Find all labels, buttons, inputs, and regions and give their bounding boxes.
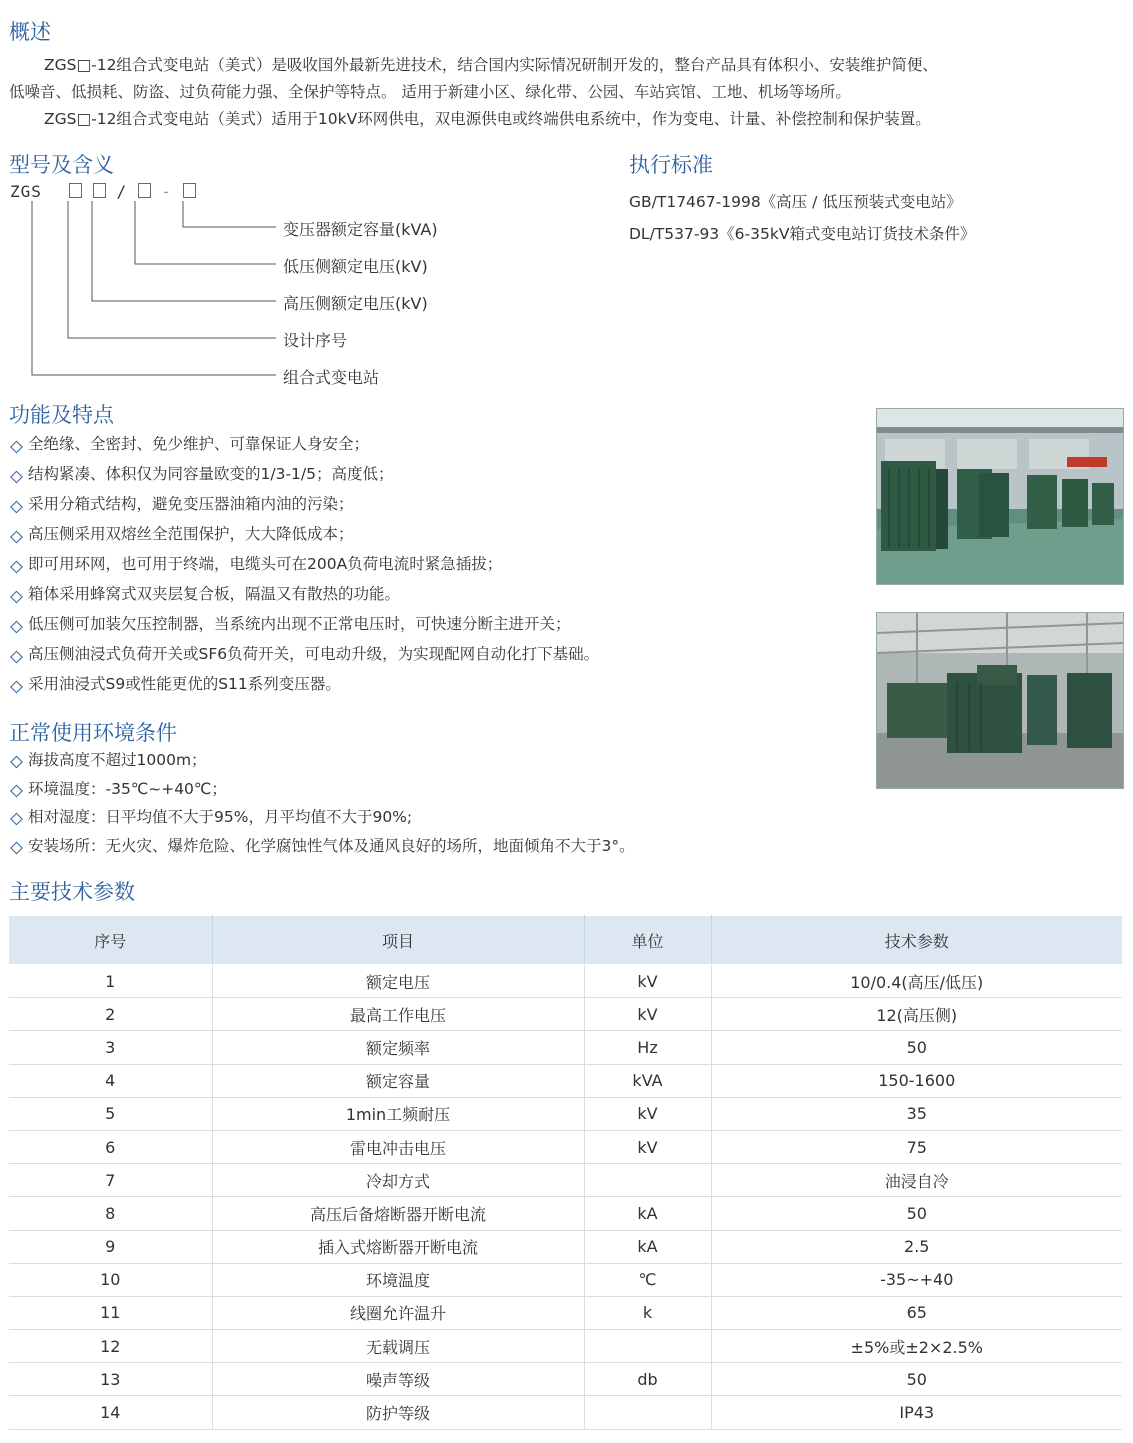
params-table-header-row [9, 916, 1122, 965]
environment-item: 相对湿度：日平均值不大于95%，月平均值不大于90%; [9, 805, 635, 834]
cell-number: 9 [9, 1230, 212, 1263]
standards-title: 执行标准 [629, 153, 713, 177]
cell-item: 噪声等级 [212, 1363, 584, 1396]
cell-number: 12 [9, 1330, 212, 1363]
leader-line-high-voltage [92, 201, 276, 301]
cell-item: 冷却方式 [212, 1164, 584, 1197]
overview-title: 概述 [9, 20, 51, 44]
cell-item: 雷电冲击电压 [212, 1130, 584, 1163]
table-row [9, 1230, 1122, 1263]
cell-item: 1min工频耐压 [212, 1097, 584, 1130]
leader-line-capacity [183, 201, 276, 227]
table-row [9, 1296, 1122, 1329]
cell-unit [584, 1164, 711, 1197]
cell-value: 65 [711, 1296, 1122, 1329]
cell-unit: kVA [584, 1064, 711, 1097]
params-table [9, 915, 1122, 1430]
table-row [9, 1263, 1122, 1296]
cell-value: -35~+40 [711, 1263, 1122, 1296]
overview-paragraph-1-line-2: 低噪音、低损耗、防盗、过负荷能力强、全保护等特点。 适用于新建小区、绿化带、公园、车站宾馆、工地、机场等场所。 [9, 83, 851, 101]
feature-item: 低压侧可加装欠压控制器，当系统内出现不正常电压时，可快速分断主进开关； [9, 612, 599, 642]
column-header-item: 项目 [212, 916, 584, 965]
cell-value: 75 [711, 1130, 1122, 1163]
cell-number: 1 [9, 965, 212, 998]
cell-item: 额定频率 [212, 1031, 584, 1064]
cell-value: 12(高压侧) [711, 998, 1122, 1031]
column-header-value: 技术参数 [711, 916, 1122, 965]
table-row [9, 1363, 1122, 1396]
feature-item: 即可用环网，也可用于终端，电缆头可在200A负荷电流时紧急插拔； [9, 552, 599, 582]
environment-item: 安装场所：无火灾、爆炸危险、化学腐蚀性气体及通风良好的场所，地面倾角不大于3°。 [9, 834, 635, 863]
overview-paragraph-2: ZGS□-12组合式变电站（美式）适用于10kV环网供电，双电源供电或终端供电系统中，作为变电、计量、补偿控制和保护装置。 [44, 110, 931, 128]
cell-item: 无载调压 [212, 1330, 584, 1363]
model-title: 型号及含义 [9, 153, 114, 177]
photo-factory-row [876, 408, 1124, 585]
environment-list [9, 748, 635, 862]
cell-value: 2.5 [711, 1230, 1122, 1263]
feature-item: 采用油浸式S9或性能更优的S11系列变压器。 [9, 672, 599, 702]
cell-unit [584, 1330, 711, 1363]
cell-value: ±5%或±2×2.5% [711, 1330, 1122, 1363]
feature-item: 全绝缘、全密封、免少维护、可靠保证人身安全； [9, 432, 599, 462]
features-title: 功能及特点 [9, 403, 114, 427]
model-label-capacity: 变压器额定容量(kVA) [283, 220, 438, 239]
model-diagram-lines [0, 0, 290, 400]
model-label-low-voltage: 低压侧额定电压(kV) [283, 257, 428, 276]
model-label-high-voltage: 高压侧额定电压(kV) [283, 294, 428, 313]
model-label-design: 设计序号 [283, 331, 348, 350]
table-row [9, 998, 1122, 1031]
cell-number: 8 [9, 1197, 212, 1230]
cell-unit: k [584, 1296, 711, 1329]
cell-value: 50 [711, 1363, 1122, 1396]
table-row [9, 1197, 1122, 1230]
environment-title: 正常使用环境条件 [9, 721, 177, 745]
feature-item: 结构紧凑、体积仅为同容量欧变的1/3-1/5；高度低； [9, 462, 599, 492]
cell-unit: kV [584, 965, 711, 998]
cell-item: 插入式熔断器开断电流 [212, 1230, 584, 1263]
model-prefix: ZGS [10, 182, 42, 201]
params-title: 主要技术参数 [9, 880, 135, 904]
cell-value: IP43 [711, 1396, 1122, 1429]
feature-item: 采用分箱式结构，避免变压器油箱内油的污染； [9, 492, 599, 522]
overview-paragraph-1-line-1: ZGS□-12组合式变电站（美式）是吸收国外最新先进技术，结合国内实际情况研制开发的，整台产品具有体积小、安装维护简便、 [44, 56, 938, 74]
cell-number: 10 [9, 1263, 212, 1296]
features-list [9, 432, 599, 702]
table-row [9, 1064, 1122, 1097]
photo-factory-row-image [877, 409, 1123, 584]
column-header-number: 序号 [9, 916, 212, 965]
feature-item: 高压侧油浸式负荷开关或SF6负荷开关，可电动升级，为实现配网自动化打下基础。 [9, 642, 599, 672]
cell-item: 高压后备熔断器开断电流 [212, 1197, 584, 1230]
environment-item: 环境温度：-35℃~+40℃； [9, 777, 635, 806]
cell-number: 5 [9, 1097, 212, 1130]
table-row [9, 1330, 1122, 1363]
standard-item-1: GB/T17467-1998《高压 / 低压预装式变电站》 [629, 193, 962, 211]
cell-number: 3 [9, 1031, 212, 1064]
cell-unit: Hz [584, 1031, 711, 1064]
cell-unit: db [584, 1363, 711, 1396]
cell-unit: kA [584, 1197, 711, 1230]
cell-unit: ℃ [584, 1263, 711, 1296]
feature-item: 高压侧采用双熔丝全范围保护，大大降低成本； [9, 522, 599, 552]
photo-workshop [876, 612, 1124, 789]
cell-number: 13 [9, 1363, 212, 1396]
cell-unit [584, 1396, 711, 1429]
cell-item: 额定电压 [212, 965, 584, 998]
cell-unit: kA [584, 1230, 711, 1263]
leader-line-design [68, 201, 276, 338]
model-label-station: 组合式变电站 [283, 368, 380, 387]
cell-number: 14 [9, 1396, 212, 1429]
table-row [9, 1396, 1122, 1429]
cell-item: 线圈允许温升 [212, 1296, 584, 1329]
cell-number: 7 [9, 1164, 212, 1197]
cell-unit: kV [584, 998, 711, 1031]
table-row [9, 1130, 1122, 1163]
cell-unit: kV [584, 1130, 711, 1163]
cell-value: 50 [711, 1197, 1122, 1230]
table-row [9, 1097, 1122, 1130]
cell-value: 油浸自冷 [711, 1164, 1122, 1197]
cell-value: 150-1600 [711, 1064, 1122, 1097]
standard-item-2: DL/T537-93《6-35kV箱式变电站订货技术条件》 [629, 225, 976, 243]
cell-unit: kV [584, 1097, 711, 1130]
cell-item: 最高工作电压 [212, 998, 584, 1031]
cell-number: 4 [9, 1064, 212, 1097]
environment-item: 海拔高度不超过1000m； [9, 748, 635, 777]
table-row [9, 1164, 1122, 1197]
model-dash: - [161, 182, 173, 201]
leader-line-low-voltage [135, 201, 276, 264]
column-header-unit: 单位 [584, 916, 711, 965]
photo-workshop-image [877, 613, 1123, 788]
cell-value: 10/0.4(高压/低压) [711, 965, 1122, 998]
cell-value: 35 [711, 1097, 1122, 1130]
table-row [9, 965, 1122, 998]
cell-number: 6 [9, 1130, 212, 1163]
cell-item: 额定容量 [212, 1064, 584, 1097]
table-row [9, 1031, 1122, 1064]
cell-item: 环境温度 [212, 1263, 584, 1296]
cell-value: 50 [711, 1031, 1122, 1064]
cell-number: 2 [9, 998, 212, 1031]
model-slash: / [116, 182, 128, 201]
cell-number: 11 [9, 1296, 212, 1329]
feature-item: 箱体采用蜂窝式双夹层复合板，隔温又有散热的功能。 [9, 582, 599, 612]
cell-item: 防护等级 [212, 1396, 584, 1429]
